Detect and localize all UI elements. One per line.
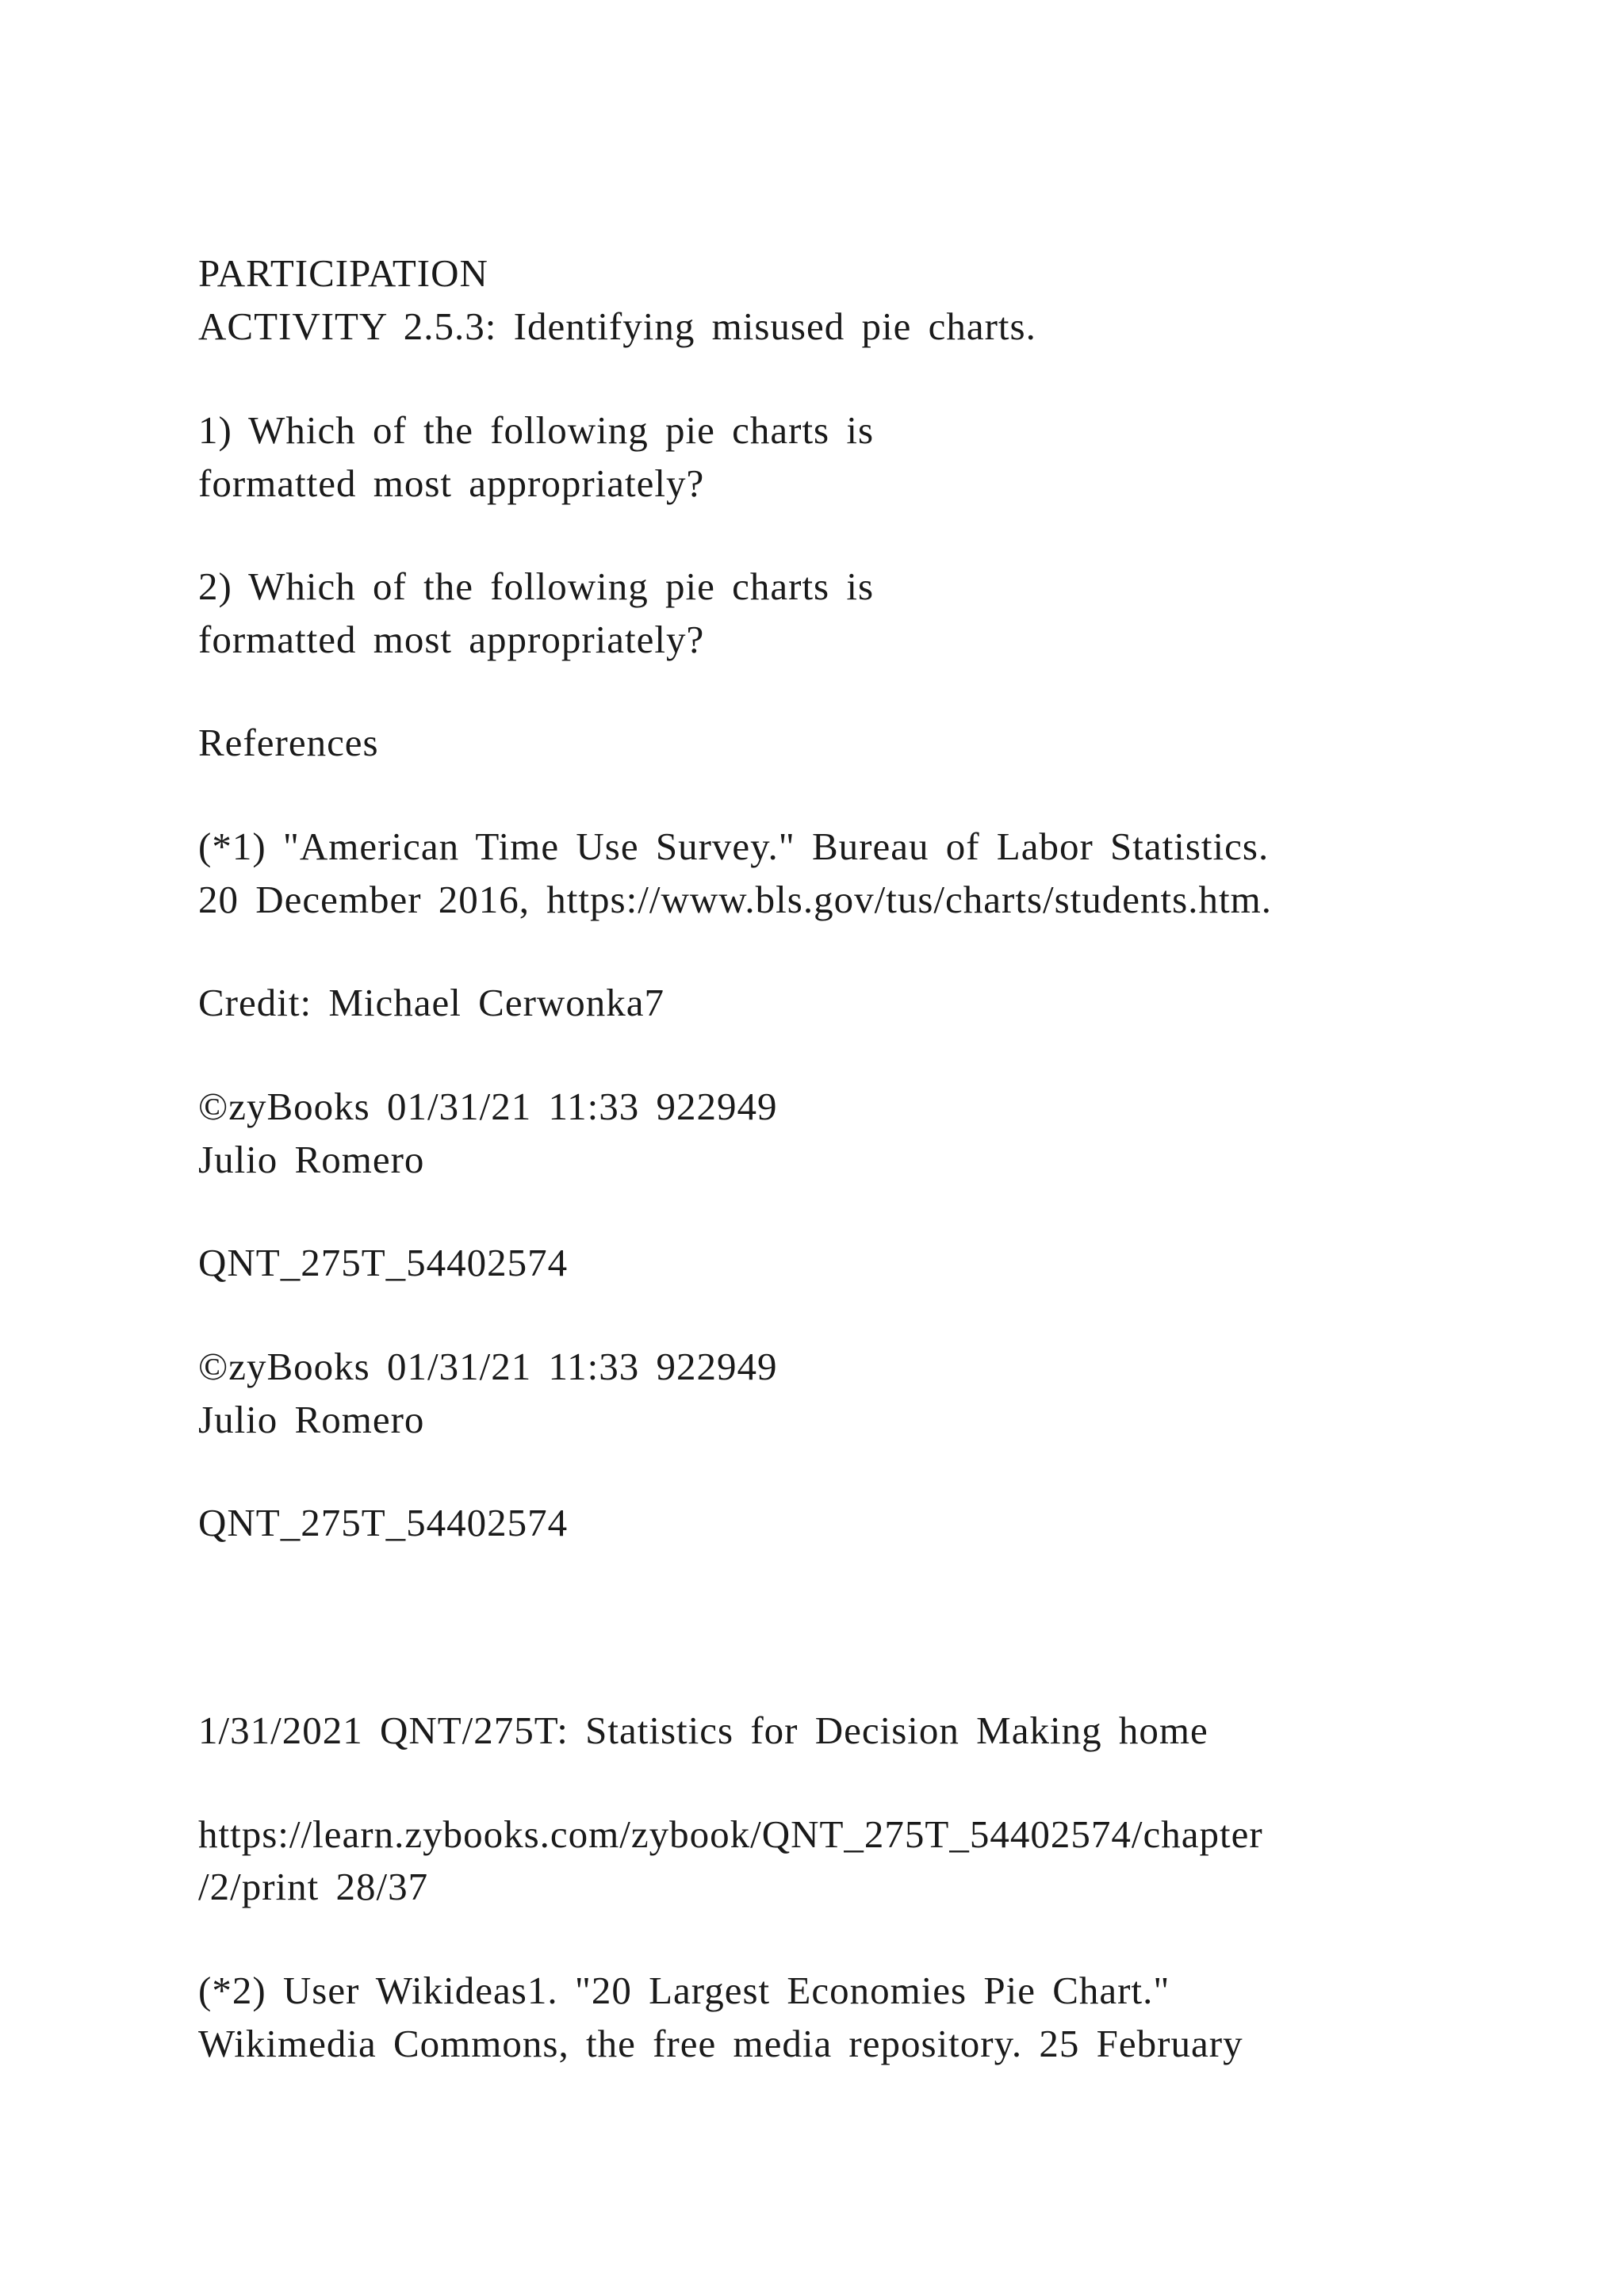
watermark-2-line-1: ©zyBooks 01/31/21 11:33 922949: [198, 1345, 778, 1388]
watermark-2-code: QNT_275T_54402574: [198, 1501, 569, 1544]
watermark-2-line-2: Julio Romero: [198, 1398, 425, 1441]
reference-1-line-1: (*1) "American Time Use Survey." Bureau of Labor Statistics.: [198, 825, 1270, 868]
reference-1-line-2: 20 December 2016, https://www.bls.gov/tus/charts/students.htm.: [198, 878, 1272, 921]
credit-line: Credit: Michael Cerwonka7: [198, 981, 665, 1024]
question-1-line-2: formatted most appropriately?: [198, 461, 705, 505]
print-footer-url-line-1: https://learn.zybooks.com/zybook/QNT_275T_54402574/chapter: [198, 1812, 1263, 1856]
question-2-line-2: formatted most appropriately?: [198, 618, 705, 661]
print-footer-url-line-2: /2/print 28/37: [198, 1865, 429, 1908]
reference-2-line-2: Wikimedia Commons, the free media repository. 25 February: [198, 2022, 1243, 2065]
print-header: 1/31/2021 QNT/275T: Statistics for Decision Making home: [198, 1709, 1208, 1752]
references-heading: References: [198, 721, 379, 764]
question-2-line-1: 2) Which of the following pie charts is: [198, 564, 875, 608]
watermark-1-line-2: Julio Romero: [198, 1138, 425, 1181]
watermark-1-code: QNT_275T_54402574: [198, 1241, 569, 1284]
watermark-1-line-1: ©zyBooks 01/31/21 11:33 922949: [198, 1085, 778, 1128]
activity-label: PARTICIPATION: [198, 251, 488, 295]
reference-2-line-1: (*2) User Wikideas1. "20 Largest Economies Pie Chart.": [198, 1969, 1170, 2012]
question-1-line-1: 1) Which of the following pie charts is: [198, 408, 875, 452]
activity-title: ACTIVITY 2.5.3: Identifying misused pie charts.: [198, 304, 1036, 348]
